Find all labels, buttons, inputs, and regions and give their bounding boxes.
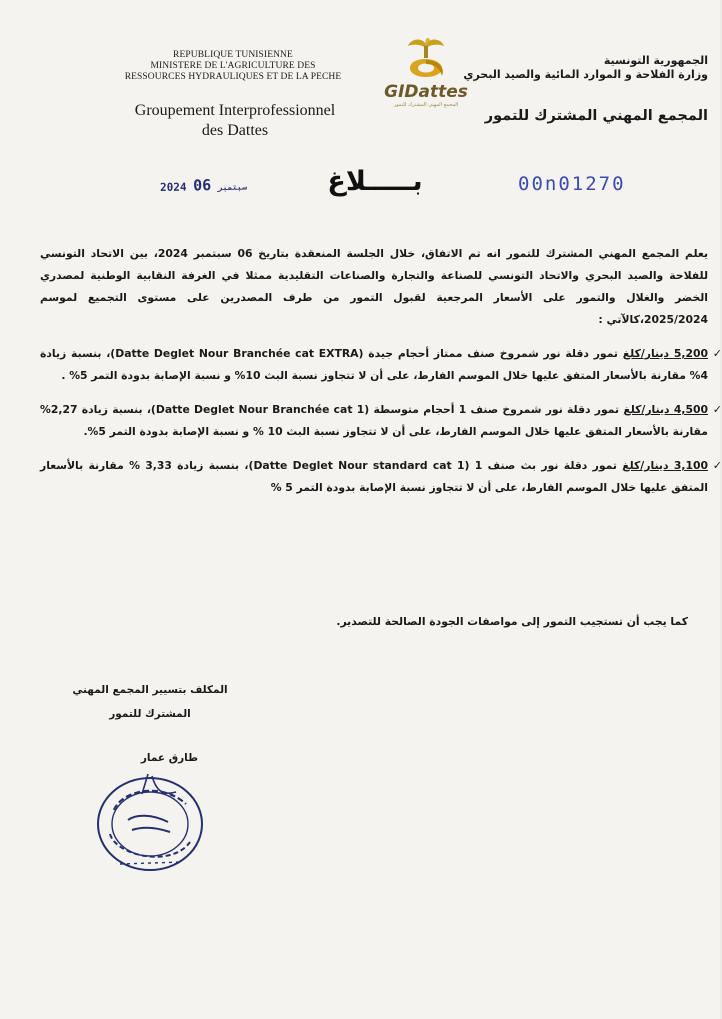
closing-statement: كما يجب أن تستجيب التمور إلى مواصفات الجودة الصالحة للتصدير. [336,615,688,628]
arabic-ministry-header [448,54,708,82]
stamp-month: سبتمبر [217,182,247,193]
french-group-name [95,101,375,141]
fr-group-line: des Dattes [201,122,269,139]
stamp-year: 2024 [159,180,187,195]
ar-ministry-line: وزارة الفلاحة و الموارد المائية والصيد البحري [463,68,708,81]
reference-number: 00n01270 [518,173,626,195]
item-price: 4,500 دينار/كلغ [623,403,708,416]
fr-ministry-line: MINISTERE DE L'AGRICULTURE DES [150,61,316,71]
item-text: تمور دقلة نور بث صنف 1 (Datte Deglet Nour standard cat 1)، بنسبة زيادة 3,33 % مقارنة بالأسعار المتفق عليها خلال الموسم الفارط، على أن لا تتجاوز نسبة الإصابة بدودة التمر 5 % [40,459,708,494]
stamp-day: 06 [192,176,212,195]
arabic-group-name: المجمع المهني المشترك للتمور [484,108,708,124]
item-price: 5,200 دينار/كلغ [622,347,708,360]
fr-ministry-line: RESSOURCES HYDRAULIQUES ET DE LA PECHE [124,72,342,82]
ar-ministry-line: الجمهورية التونسية [603,54,708,67]
official-seal-icon [92,770,210,878]
item-text: تمور دقلة نور شمروخ صنف 1 أحجام متوسطة (Datte Deglet Nour Branchée cat 1)، بنسبة زيادة 2,27% مقارنة بالأسعار المتفق عليها خلال الموسم الفارط، على أن لا تتجاوز نسبة البث 10 % و نسبة الإصابة بدودة التمر 5%. [40,403,708,438]
check-icon: ✓ [712,347,722,360]
role-line: المكلف بتسيير المجمع المهني [72,684,228,696]
price-item [40,343,722,387]
french-ministry-header [108,50,358,83]
role-line: المشترك للتمور [109,708,191,720]
check-icon: ✓ [712,403,722,416]
logo-wordmark: GIDattes [384,82,468,102]
check-icon: ✓ [712,459,722,472]
fr-ministry-line: REPUBLIQUE TUNISIENNE [173,50,293,60]
notice-body [40,243,722,499]
price-item [40,399,722,443]
intro-paragraph: يعلم المجمع المهني المشترك للتمور انه تم الاتفاق، خلال الجلسة المنعقدة بتاريخ 06 سبتمبر 2024، بين الاتحاد التونسي للفلاحة والصيد البحري والاتحاد التونسي للصناعة والتجارة والصناعات التقليدية ممثلا في الغرفة النقابية الوطنية لمصدري الخضر والغلال والتمور على الأسعار المرجعية لقبول التمور من طرف المصدرين على مستوى التجميع لموسم 2025/2024،كالآتي : [40,247,709,326]
signature-role [60,678,240,726]
signer-name: طارق عمار [140,752,198,764]
document-title: بـــــلاغ [327,166,423,197]
item-text: تمور دقلة نور شمروخ صنف ممتاز أحجام جيدة (Datte Deglet Nour Branchée cat EXTRA)، بنسبة زيادة 4% مقارنة بالأسعار المتفق عليها خلال الموسم الفارط، على أن لا تتجاوز نسبة البث 10% و نسبة الإصابة بدودة التمر 5% . [40,347,708,382]
item-price: 3,100 دينار/كلغ [622,459,708,472]
fr-group-line: Groupement Interprofessionnel [134,102,336,119]
price-item [40,455,722,499]
logo-subtitle: المجمع المهني المشترك للتمور [393,102,459,108]
date-stamp [160,175,280,195]
